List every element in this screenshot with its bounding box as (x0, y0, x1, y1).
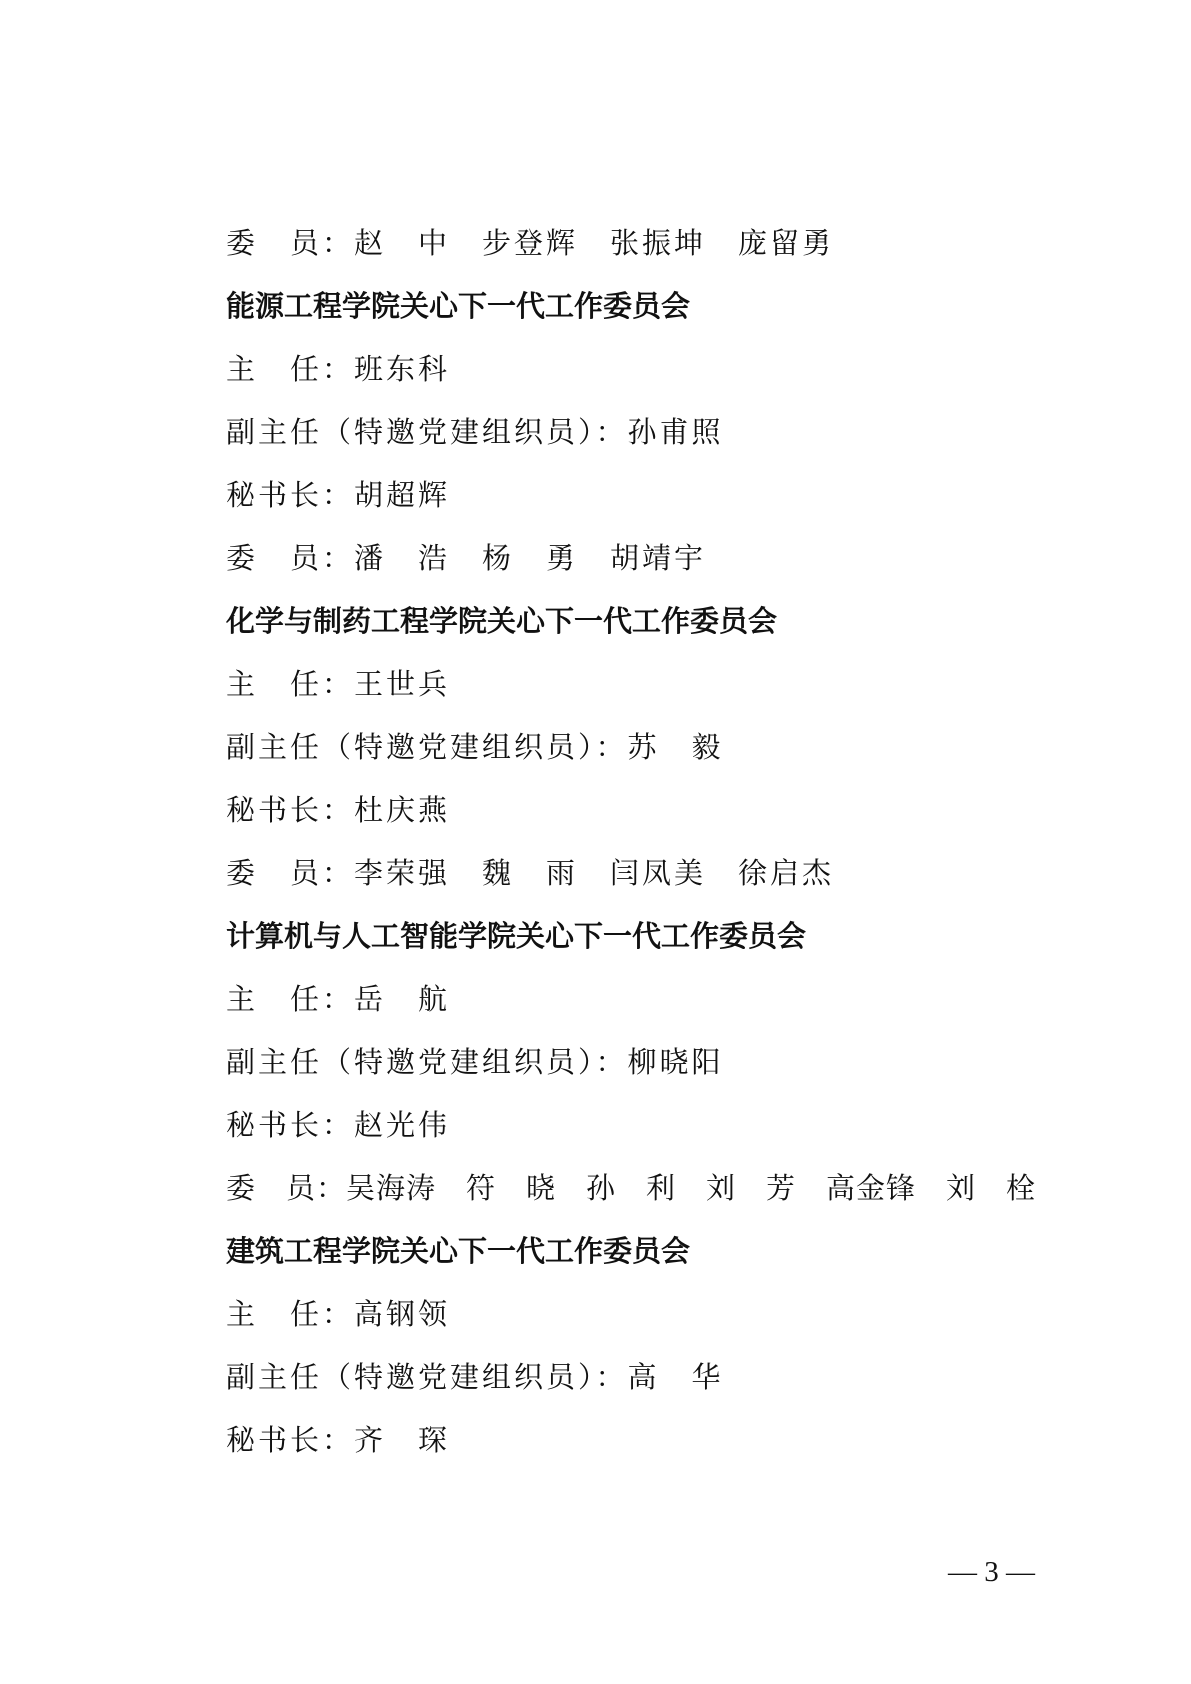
committee-heading: 能源工程学院关心下一代工作委员会 (226, 289, 691, 323)
director-line: 主 任：岳 航 (226, 982, 451, 1016)
member-line: 委 员：李荣强 魏 雨 闫凤美 徐启杰 (226, 856, 835, 890)
director-line: 主 任：高钢领 (226, 1297, 451, 1331)
secretary-general-line: 秘书长：赵光伟 (226, 1108, 451, 1142)
deputy-director-line: 副主任（特邀党建组织员）：柳晓阳 (226, 1045, 724, 1079)
secretary-general-line: 秘书长：齐 琛 (226, 1423, 451, 1457)
director-line: 主 任：班东科 (226, 352, 451, 386)
member-line: 委 员：潘 浩 杨 勇 胡靖宇 (226, 541, 707, 575)
deputy-director-line: 副主任（特邀党建组织员）：苏 毅 (226, 730, 724, 764)
secretary-general-line: 秘书长：胡超辉 (226, 478, 451, 512)
deputy-director-line: 副主任（特邀党建组织员）：孙甫照 (226, 415, 724, 449)
deputy-director-line: 副主任（特邀党建组织员）：高 华 (226, 1360, 724, 1394)
committee-heading: 建筑工程学院关心下一代工作委员会 (226, 1234, 691, 1268)
committee-heading: 化学与制药工程学院关心下一代工作委员会 (226, 604, 778, 638)
director-line: 主 任：王世兵 (226, 667, 451, 701)
secretary-general-line: 秘书长：杜庆燕 (226, 793, 451, 827)
member-line: 委 员：赵 中 步登辉 张振坤 庞留勇 (226, 226, 835, 260)
page-number: — 3 — (948, 1556, 1035, 1588)
committee-heading: 计算机与人工智能学院关心下一代工作委员会 (226, 919, 807, 953)
document-body (226, 212, 1086, 1472)
member-line: 委 员：吴海涛 符 晓 孙 利 刘 芳 高金锋 刘 栓 (226, 1171, 1037, 1205)
